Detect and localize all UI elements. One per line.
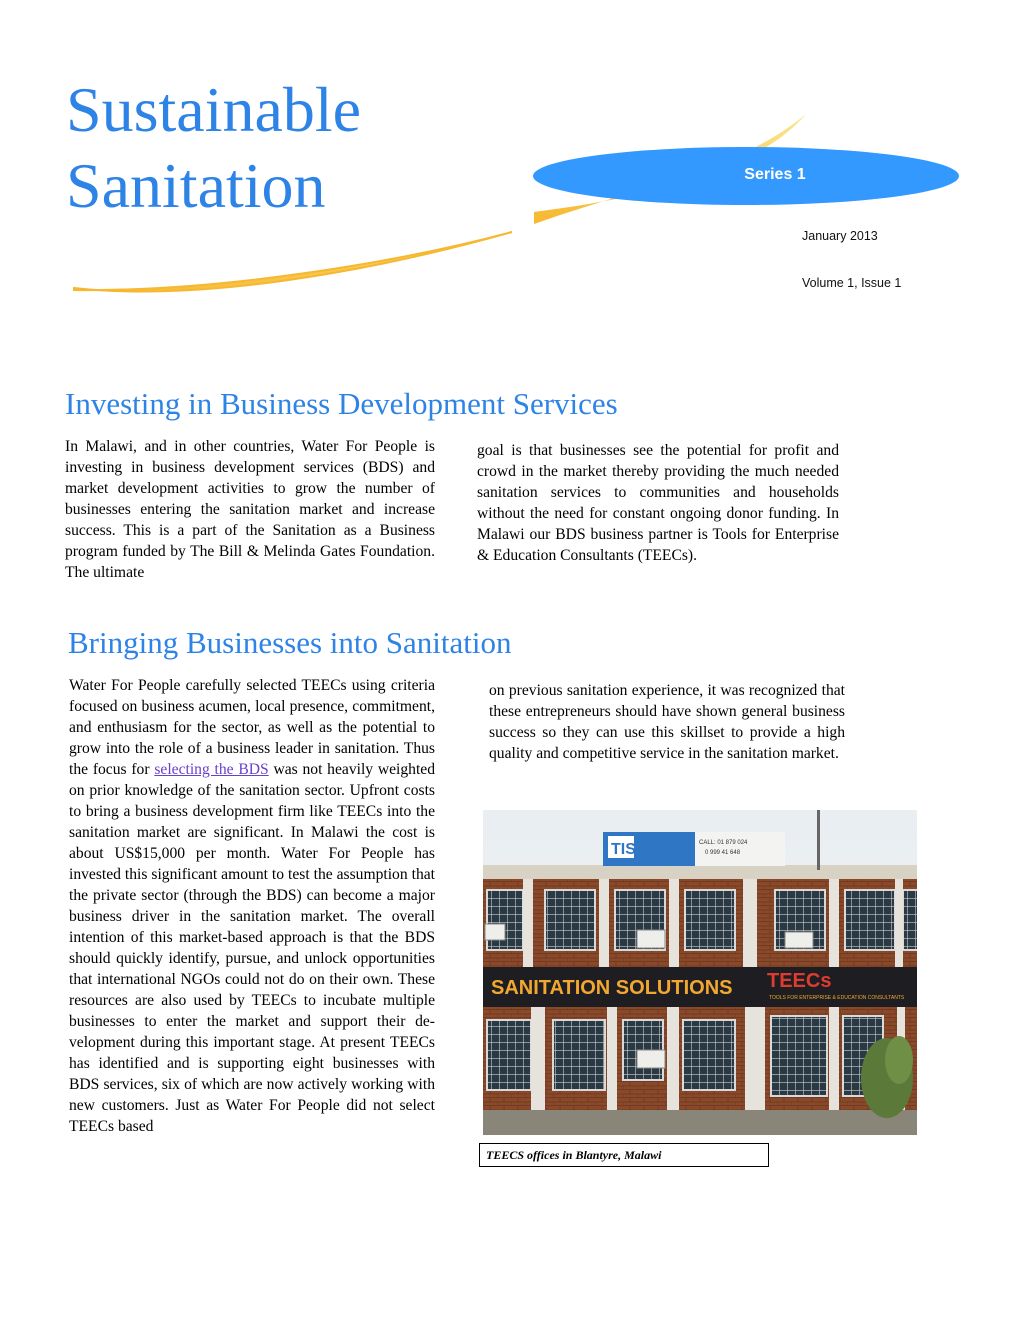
container-phone-1: CALL: 01 879 024 [699, 840, 748, 846]
sign-teecs-logo: TEECs [767, 970, 832, 992]
container-logo: TIS [611, 841, 636, 858]
masthead-line-1: Sustainable [66, 74, 362, 145]
container-phone-2: 0 999 41 648 [705, 850, 741, 856]
section-heading-bds: Investing in Business Development Services [65, 386, 618, 421]
section2-text-end: was not heavily weighted on prior knowledge of the sanitation sector. Upfront costs to bring a business development firm like TEECs into the sanitation market are significant. In Malawi the cost is about US$15,000 per month. Water For People has invested this significant amount to test the assumption that the private sector (through the BDS) can become a major business driver in the sanitation market. The overall intention of this market-based approach is that the BDS should quickly identify, pursue, and unlock opportunities that international NGOs could not do on their own. These resources are also used by TEECs to incubate multiple businesses to enter the market and support their development during this important stage. At present TEECs has identified and is supporting eight businesses with BDS services, six of which are now actively working with new customers. Just as Water For People did not select TEECs based [69, 761, 436, 1135]
series-label: Series 1 [744, 166, 806, 183]
office-building-illustration [483, 810, 917, 1135]
section2-right-column: on previous sanitation experience, it was recognized that these entrepreneurs should have shown general business success so they can use this skillset to provide a high quality and competitive service in the sanitation market. [489, 682, 845, 762]
sign-teecs-tagline: TOOLS FOR ENTERPRISE & EDUCATION CONSULTANTS [769, 995, 905, 1001]
section1-left-column: In Malawi, and in other countries, Water For People is investing in business development services (BDS) and market development activities to grow the number of businesses entering the sanitation market and increase success. This is a part of the Sanitation as a Business program funded by The Bill & Melinda Gates Foundation. The ultimate [65, 438, 435, 581]
issue-volume: Volume 1, Issue 1 [802, 276, 902, 290]
selecting-bds-link[interactable]: selecting the BDS [154, 761, 269, 778]
section2-text-start: Water For People carefully selected TEECs using criteria focused on business acumen, local presence, commitment, and enthusiasm for the sector, as well as the potential to grow into the role of a business leader in sanitation. Thus the focus for [69, 677, 435, 778]
section1-right-column: goal is that businesses see the potential for profit and crowd in the market thereby providing the much needed sanitation services to communities and households without the need for constant ongoing donor funding. In Malawi our BDS business partner is Tools for Enterprise & Education Consultants (TEECs). [477, 442, 839, 564]
photo-caption: TEECS offices in Blantyre, Malawi [486, 1148, 662, 1162]
section-heading-businesses: Bringing Businesses into Sanitation [68, 625, 512, 660]
teecs-office-photo [483, 810, 917, 1135]
issue-date: January 2013 [802, 229, 878, 243]
section2-left-column [69, 675, 435, 1137]
masthead-line-2: Sanitation [66, 150, 326, 221]
masthead-title [66, 72, 361, 224]
sign-sanitation-solutions: SANITATION SOLUTIONS [491, 977, 733, 999]
